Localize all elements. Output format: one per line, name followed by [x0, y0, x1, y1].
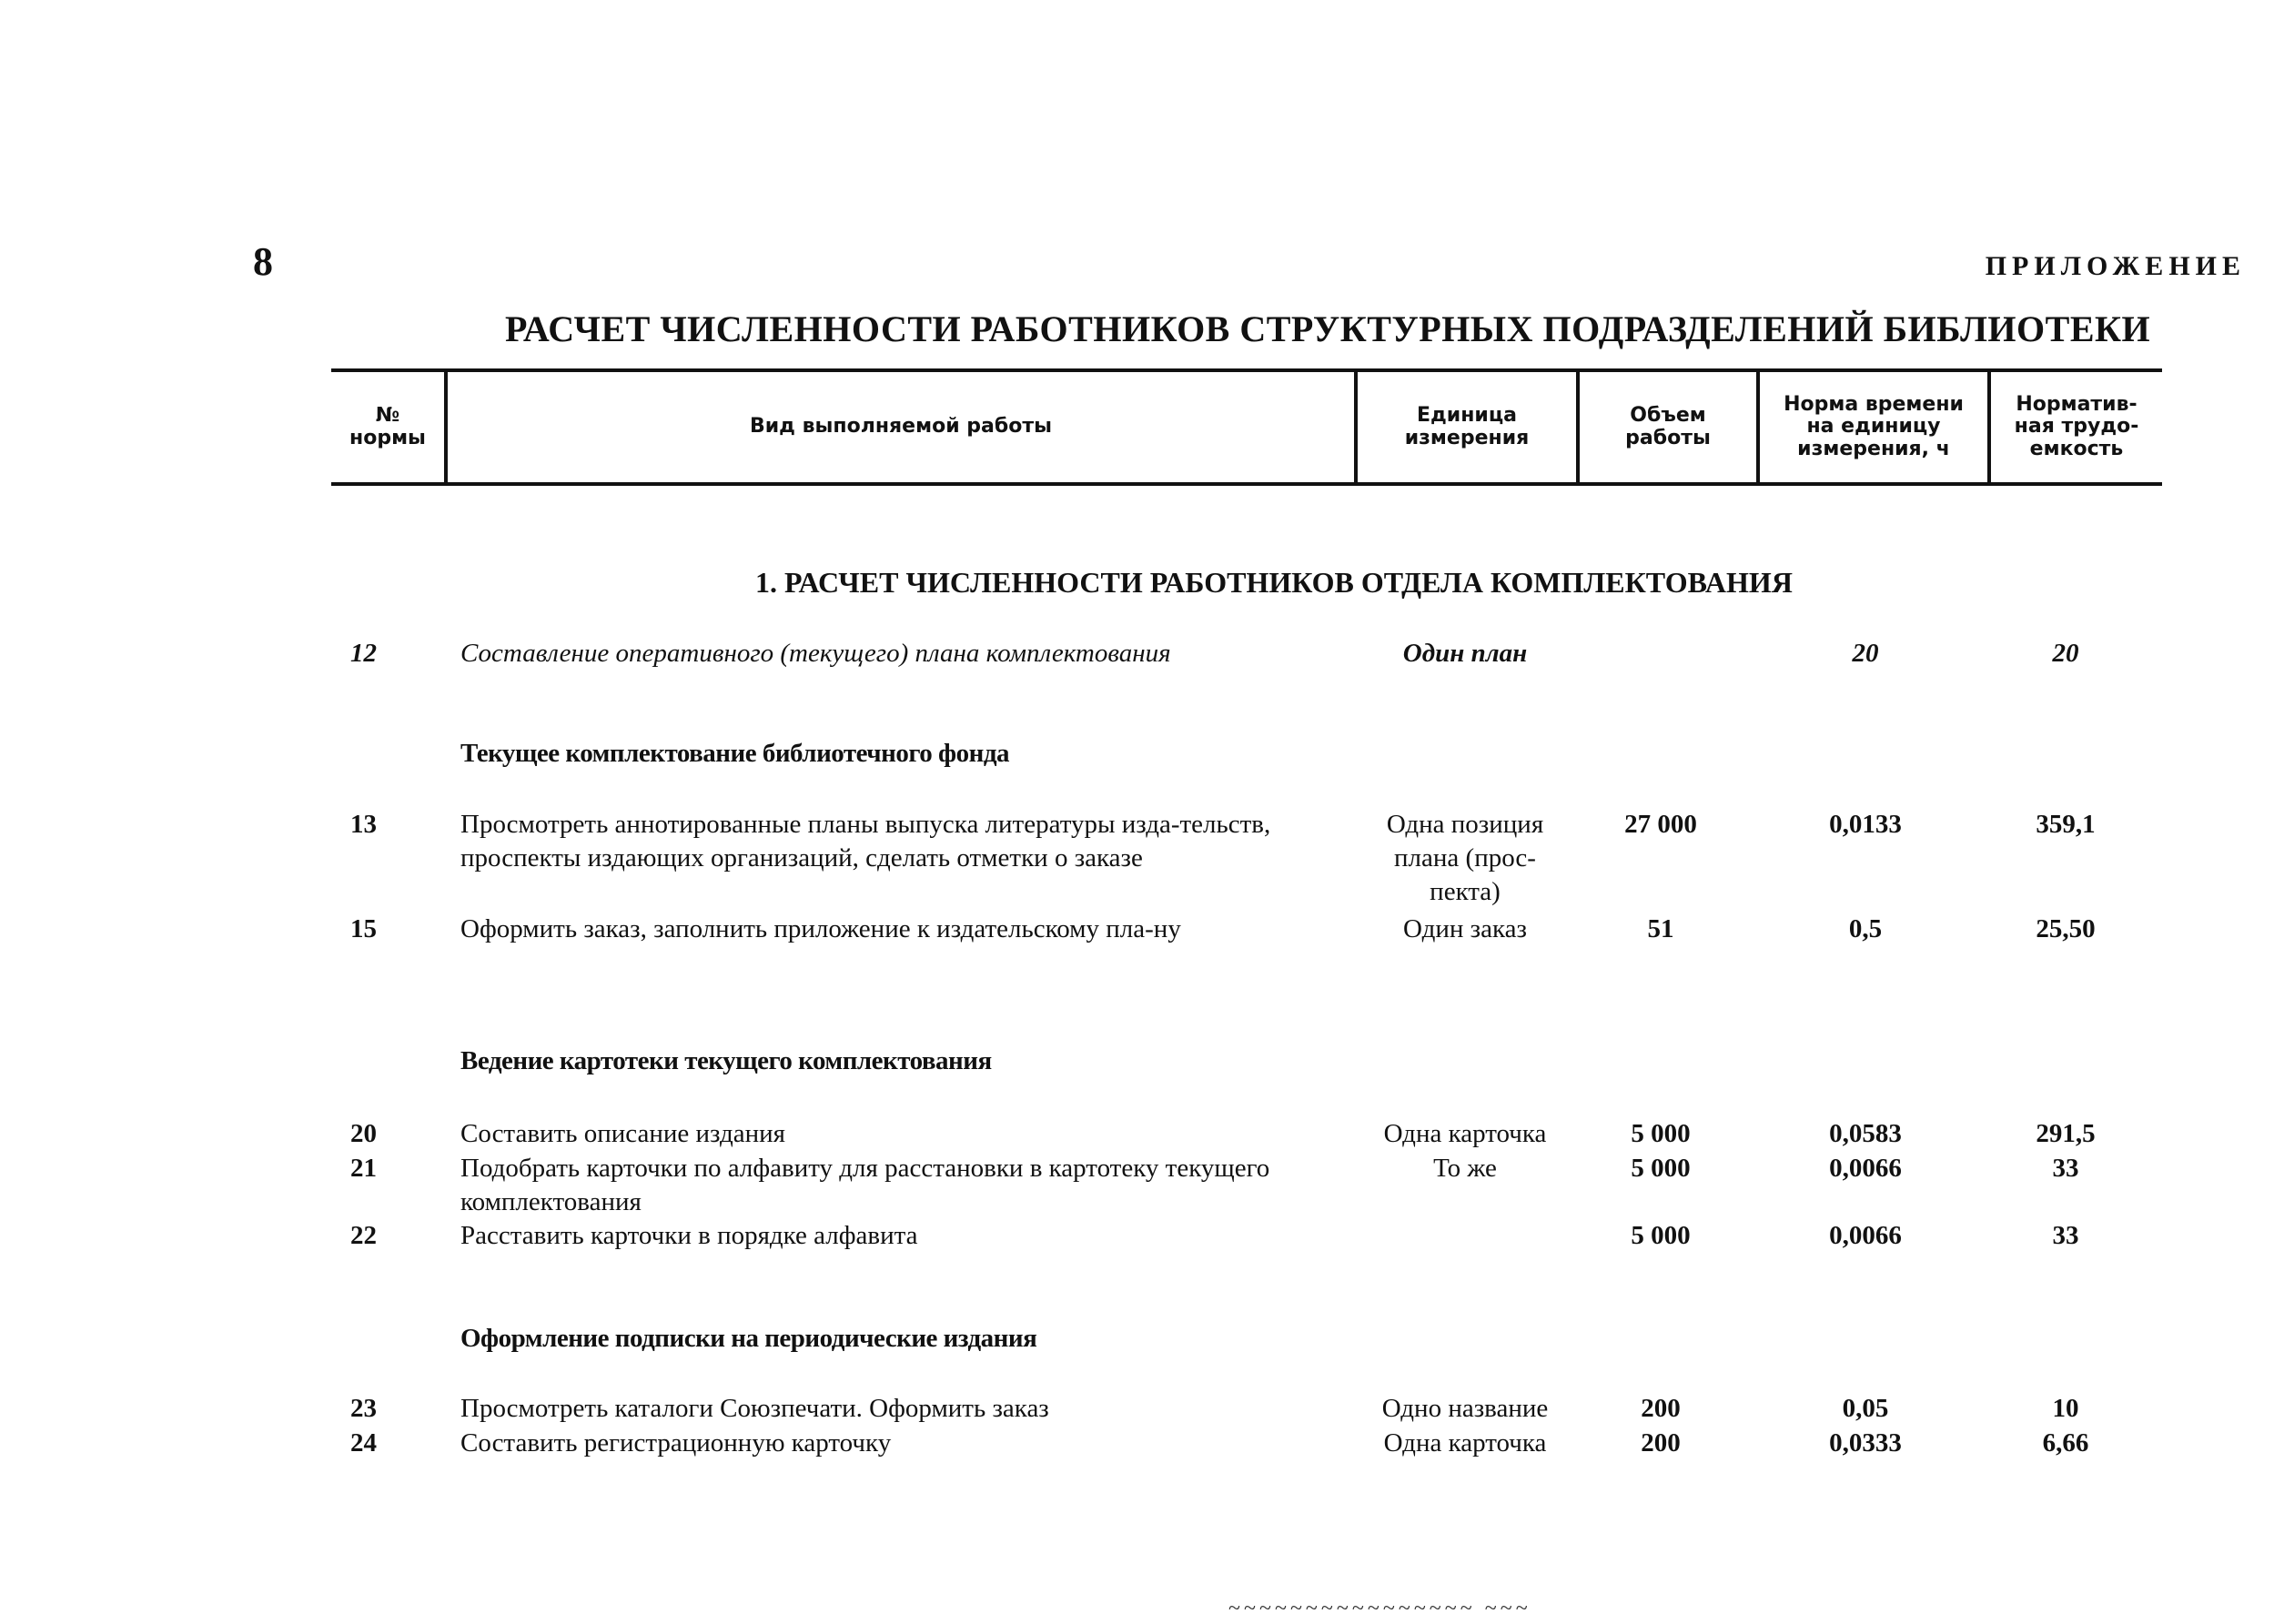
row-unit: Одна позиция плана (прос-пекта)	[1386, 810, 1544, 906]
section-title: 1. РАСЧЕТ ЧИСЛЕННОСТИ РАБОТНИКОВ ОТДЕЛА КОМПЛЕКТОВАНИЯ	[755, 566, 1793, 599]
header-unit: Единица измерения	[1358, 372, 1580, 482]
row-desc: Расставить карточки в порядке алфавита	[460, 1221, 918, 1250]
row-unit: Одна карточка	[1383, 1119, 1547, 1148]
row-norm: 0,0333	[1829, 1428, 1902, 1458]
row-desc: Подобрать карточки по алфавиту для расстановки в картотеку текущего комплектования	[460, 1154, 1270, 1216]
header-norm-time: Норма времени на единицу измерения, ч	[1760, 372, 1991, 482]
row-norm: 0,05	[1842, 1394, 1889, 1423]
row-labor: 20	[2052, 639, 2079, 668]
row-desc: Составить регистрационную карточку	[460, 1428, 892, 1458]
row-desc: Составить описание издания	[460, 1119, 785, 1148]
row-desc: Просмотреть каталоги Союзпечати. Оформить заказ	[460, 1394, 1049, 1423]
row-volume: 200	[1641, 1394, 1681, 1423]
row-num: 15	[350, 914, 377, 943]
row-labor: 10	[2052, 1394, 2079, 1423]
row-num: 12	[350, 639, 377, 668]
footer-mark: ~~~~~~~~~~~~~~~~ ~~~	[1228, 1597, 1531, 1620]
row-volume: 200	[1641, 1428, 1681, 1458]
row-num: 24	[350, 1428, 377, 1458]
row-desc: Оформить заказ, заполнить приложение к издательскому пла-ну	[460, 914, 1181, 943]
row-norm: 0,0583	[1829, 1119, 1902, 1148]
page-number: 8	[253, 239, 273, 284]
row-norm: 0,5	[1848, 914, 1883, 943]
group-title: Оформление подписки на периодические издания	[460, 1324, 1037, 1353]
appendix-label: ПРИЛОЖЕНИЕ	[1985, 251, 2246, 281]
row-unit: Один заказ	[1403, 914, 1527, 943]
row-num: 13	[350, 810, 377, 839]
row-labor: 33	[2052, 1221, 2079, 1250]
row-labor: 359,1	[2036, 810, 2096, 839]
row-unit: Одно название	[1381, 1394, 1549, 1423]
row-volume: 5 000	[1631, 1154, 1691, 1183]
row-labor: 25,50	[2036, 914, 2096, 943]
row-num: 20	[350, 1119, 377, 1148]
row-num: 22	[350, 1221, 377, 1250]
row-unit: Одна карточка	[1383, 1428, 1547, 1458]
header-labor: Норматив-ная трудо-емкость	[2014, 393, 2139, 460]
header-num: № нормы	[331, 372, 448, 482]
row-unit: Один план	[1402, 639, 1528, 668]
document-title: РАСЧЕТ ЧИСЛЕННОСТИ РАБОТНИКОВ СТРУКТУРНЫХ ПОДРАЗДЕЛЕНИЙ БИБЛИОТЕКИ	[505, 308, 2151, 349]
row-num: 23	[350, 1394, 377, 1423]
row-volume: 27 000	[1624, 810, 1697, 839]
header-volume: Объем работы	[1580, 372, 1760, 482]
group-title: Ведение картотеки текущего комплектования	[460, 1046, 992, 1075]
row-volume: 5 000	[1631, 1221, 1691, 1250]
table-header	[331, 368, 2162, 486]
row-norm: 20	[1852, 639, 1879, 668]
row-volume: 5 000	[1631, 1119, 1691, 1148]
row-labor: 291,5	[2036, 1119, 2096, 1148]
row-norm: 0,0066	[1829, 1221, 1902, 1250]
header-work: Вид выполняемой работы	[448, 372, 1358, 482]
row-num: 21	[350, 1154, 377, 1183]
row-labor: 33	[2052, 1154, 2079, 1183]
row-desc: Просмотреть аннотированные планы выпуска литературы изда-тельств, проспекты издающих организаций, сделать отметки о заказе	[460, 810, 1271, 873]
row-norm: 0,0066	[1829, 1154, 1902, 1183]
group-title: Текущее комплектование библиотечного фонда	[460, 739, 1009, 768]
row-norm: 0,0133	[1829, 810, 1902, 839]
row-desc: Составление оперативного (текущего) плана комплектования	[460, 639, 1171, 668]
row-unit: То же	[1433, 1154, 1497, 1183]
row-volume: 51	[1647, 914, 1674, 943]
row-labor: 6,66	[2042, 1428, 2089, 1458]
